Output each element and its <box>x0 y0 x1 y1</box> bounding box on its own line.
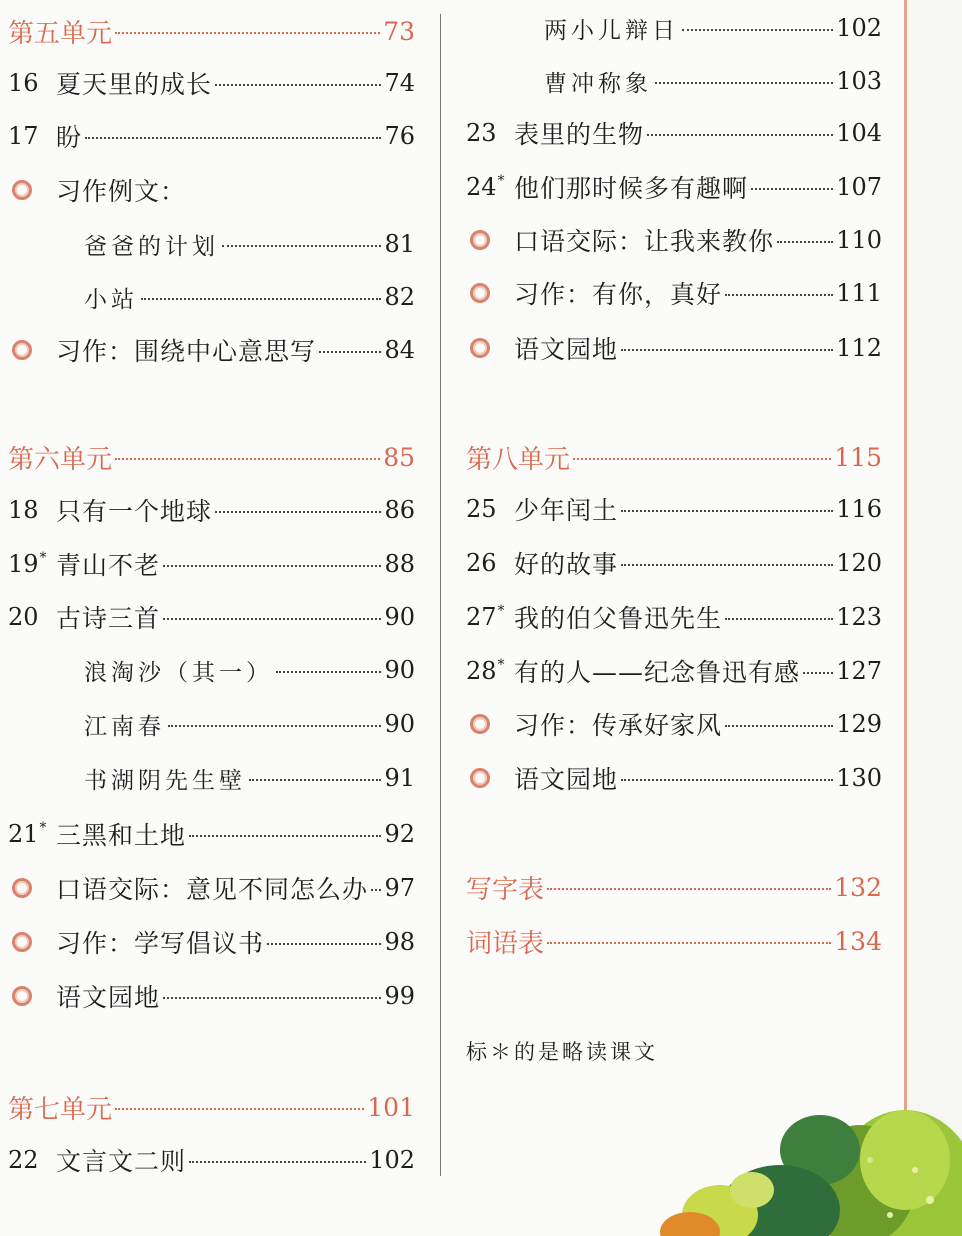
page-number: 129 <box>836 710 882 738</box>
page-number: 92 <box>384 820 415 848</box>
entry-title: 夏天里的成长 <box>56 70 213 99</box>
page-number: 123 <box>836 603 882 631</box>
entry-title: 文言文二则 <box>56 1147 187 1176</box>
lesson-number: 18 <box>8 496 39 524</box>
note-skim-reading: 标＊的是略读课文 <box>466 1040 658 1064</box>
page-number: 90 <box>384 710 415 738</box>
entry-title: 爸爸的计划 <box>84 233 219 260</box>
page-number: 84 <box>384 336 415 364</box>
page-number: 97 <box>384 874 415 902</box>
entry-title: 表里的生物 <box>514 120 645 149</box>
page-number: 90 <box>384 603 415 631</box>
entry-title: 少年闰土 <box>514 496 619 525</box>
entry-title: 习作：有你，真好 <box>514 280 723 309</box>
unit-title: 第八单元 <box>466 444 571 475</box>
lesson-number-text: 27 <box>466 603 497 631</box>
entry-title: 曹冲称象 <box>544 70 652 97</box>
lesson-number: 23 <box>466 119 497 147</box>
page-number: 120 <box>836 549 882 577</box>
page-number: 104 <box>836 119 882 147</box>
page-number: 116 <box>836 495 882 523</box>
page-number: 112 <box>836 334 882 362</box>
lesson-number: 16 <box>8 69 39 97</box>
entry-title: 习作：围绕中心意思写 <box>56 337 317 366</box>
page-number: 82 <box>384 283 415 311</box>
entry-title: 好的故事 <box>514 550 619 579</box>
page-number: 76 <box>384 122 415 150</box>
page-number: 132 <box>834 872 882 902</box>
entry-title: 他们那时候多有趣啊 <box>514 174 749 203</box>
page-number: 103 <box>836 67 882 95</box>
entry-title: 语文园地 <box>514 335 619 364</box>
entry-title: 习作：学写倡议书 <box>56 929 265 958</box>
unit-title: 第五单元 <box>8 18 113 49</box>
lesson-number-text: 21 <box>8 820 39 848</box>
page-number: 85 <box>383 442 415 472</box>
entry-title: 习作：传承好家风 <box>514 711 723 740</box>
skim-reading-star-icon: * <box>497 603 505 619</box>
lesson-number-text: 28 <box>466 657 497 685</box>
skim-reading-star-icon: * <box>497 657 505 673</box>
unit-title: 词语表 <box>466 928 545 959</box>
entry-title: 江南春 <box>84 713 165 740</box>
entry-title: 盼 <box>56 123 83 152</box>
entry-title: 习作例文： <box>56 177 187 206</box>
skim-reading-star-icon: * <box>39 820 47 836</box>
lesson-number: 22 <box>8 1146 39 1174</box>
entry-title: 小站 <box>84 286 138 313</box>
entry-title: 有的人——纪念鲁迅有感 <box>514 658 801 687</box>
entry-title: 我的伯父鲁迅先生 <box>514 604 723 633</box>
entry-title: 口语交际：意见不同怎么办 <box>56 875 369 904</box>
page-number: 88 <box>384 550 415 578</box>
page-number: 102 <box>369 1146 415 1174</box>
lesson-number: 20 <box>8 603 39 631</box>
unit-title: 第七单元 <box>8 1094 113 1125</box>
page-number: 102 <box>836 14 882 42</box>
page-number: 130 <box>836 764 882 792</box>
skim-reading-star-icon: * <box>39 550 47 566</box>
entry-title: 口语交际：让我来教你 <box>514 227 775 256</box>
page-number: 99 <box>384 982 415 1010</box>
page-number: 134 <box>834 926 882 956</box>
entry-title: 只有一个地球 <box>56 497 213 526</box>
entry-title: 古诗三首 <box>56 604 161 633</box>
page-number: 73 <box>383 16 415 46</box>
lesson-number: 26 <box>466 549 497 577</box>
lesson-number: 17 <box>8 122 39 150</box>
page-number: 101 <box>367 1092 415 1122</box>
lesson-number: 25 <box>466 495 497 523</box>
lesson-number-text: 19 <box>8 550 39 578</box>
page-number: 81 <box>384 230 415 258</box>
page-number: 127 <box>836 657 882 685</box>
unit-title: 第六单元 <box>8 444 113 475</box>
entry-title: 两小儿辩日 <box>544 17 679 44</box>
unit-title: 写字表 <box>466 874 545 905</box>
page-number: 74 <box>384 69 415 97</box>
page-number: 111 <box>836 279 882 307</box>
entry-title: 青山不老 <box>56 551 161 580</box>
page-number: 91 <box>384 764 415 792</box>
entry-title: 语文园地 <box>56 983 161 1012</box>
skim-reading-star-icon: * <box>497 173 505 189</box>
page-number: 110 <box>836 226 882 254</box>
entry-title: 语文园地 <box>514 765 619 794</box>
page-number: 86 <box>384 496 415 524</box>
entry-title: 浪淘沙（其一） <box>84 659 273 686</box>
page-number: 90 <box>384 656 415 684</box>
entry-title: 三黑和土地 <box>56 821 187 850</box>
page-number: 115 <box>834 442 882 472</box>
lesson-number-text: 24 <box>466 173 497 201</box>
page-number: 98 <box>384 928 415 956</box>
page-number: 107 <box>836 173 882 201</box>
entry-title: 书湖阴先生壁 <box>84 767 246 794</box>
